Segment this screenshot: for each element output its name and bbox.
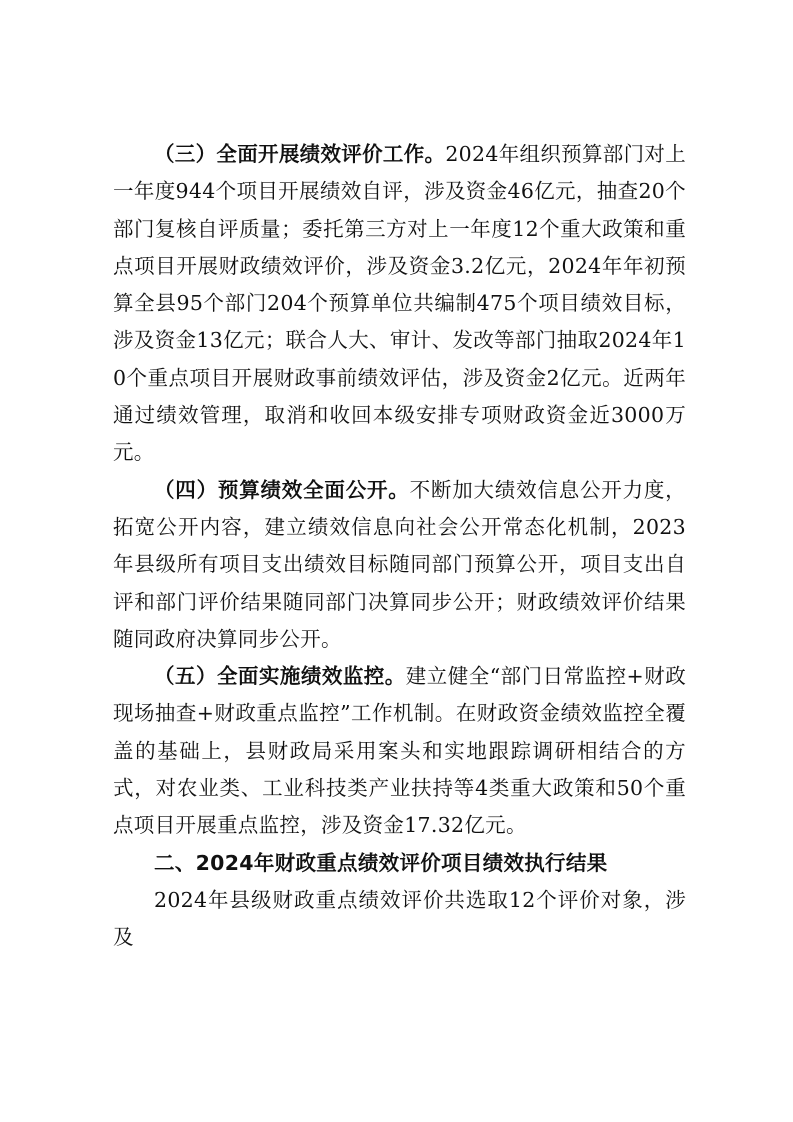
paragraph-lead: （五）全面实施绩效监控。 bbox=[154, 664, 406, 689]
paragraph-performance-disclosure bbox=[113, 472, 686, 658]
paragraph-closing: 2024年县级财政重点绩效评价共选取12个评价对象，涉及 bbox=[113, 887, 686, 950]
paragraph-text: 2024年组织预算部门对上一年度944个项目开展绩效自评，涉及资金46亿元，抽查20个部门复核自评质量；委托第三方对上一年度12个重大政策和重点项目开展财政绩效评价，涉及资金3.2亿元，2024年年初预算全县95个部门204个预算单位共编制475个项目绩效目标，涉及资金13亿元；联合人大、审计、发改等部门抽取2024年10个重点项目开展财政事前绩效评估，涉及资金2亿元。近两年通过绩效管理，取消和收回本级安排专项财政资金近3000万元。 bbox=[113, 142, 686, 465]
paragraph-lead: （四）预算绩效全面公开。 bbox=[154, 477, 410, 502]
paragraph-performance-monitoring bbox=[113, 658, 686, 844]
paragraph-text: 不断加大绩效信息公开力度，拓宽公开内容，建立绩效信息向社会公开常态化机制，2023年县级所有项目支出绩效目标随同部门预算公开，项目支出自评和部门评价结果随同部门决算同步公开；财政绩效评价结果随同政府决算同步公开。 bbox=[113, 477, 686, 651]
section-heading: 二、2024年财政重点绩效评价项目绩效执行结果 bbox=[154, 850, 608, 875]
paragraph-text: 建立健全“部门日常监控+财政现场抽查+财政重点监控”工作机制。在财政资金绩效监控全覆盖的基础上，县财政局采用案头和实地跟踪调研相结合的方式，对农业类、工业科技类产业扶持等4类重大政策和50个重点项目开展重点监控，涉及资金17.32亿元。 bbox=[113, 664, 686, 838]
paragraph-lead: （三）全面开展绩效评价工作。 bbox=[154, 142, 446, 166]
document-body bbox=[113, 136, 686, 957]
paragraph-performance-evaluation bbox=[113, 136, 686, 472]
